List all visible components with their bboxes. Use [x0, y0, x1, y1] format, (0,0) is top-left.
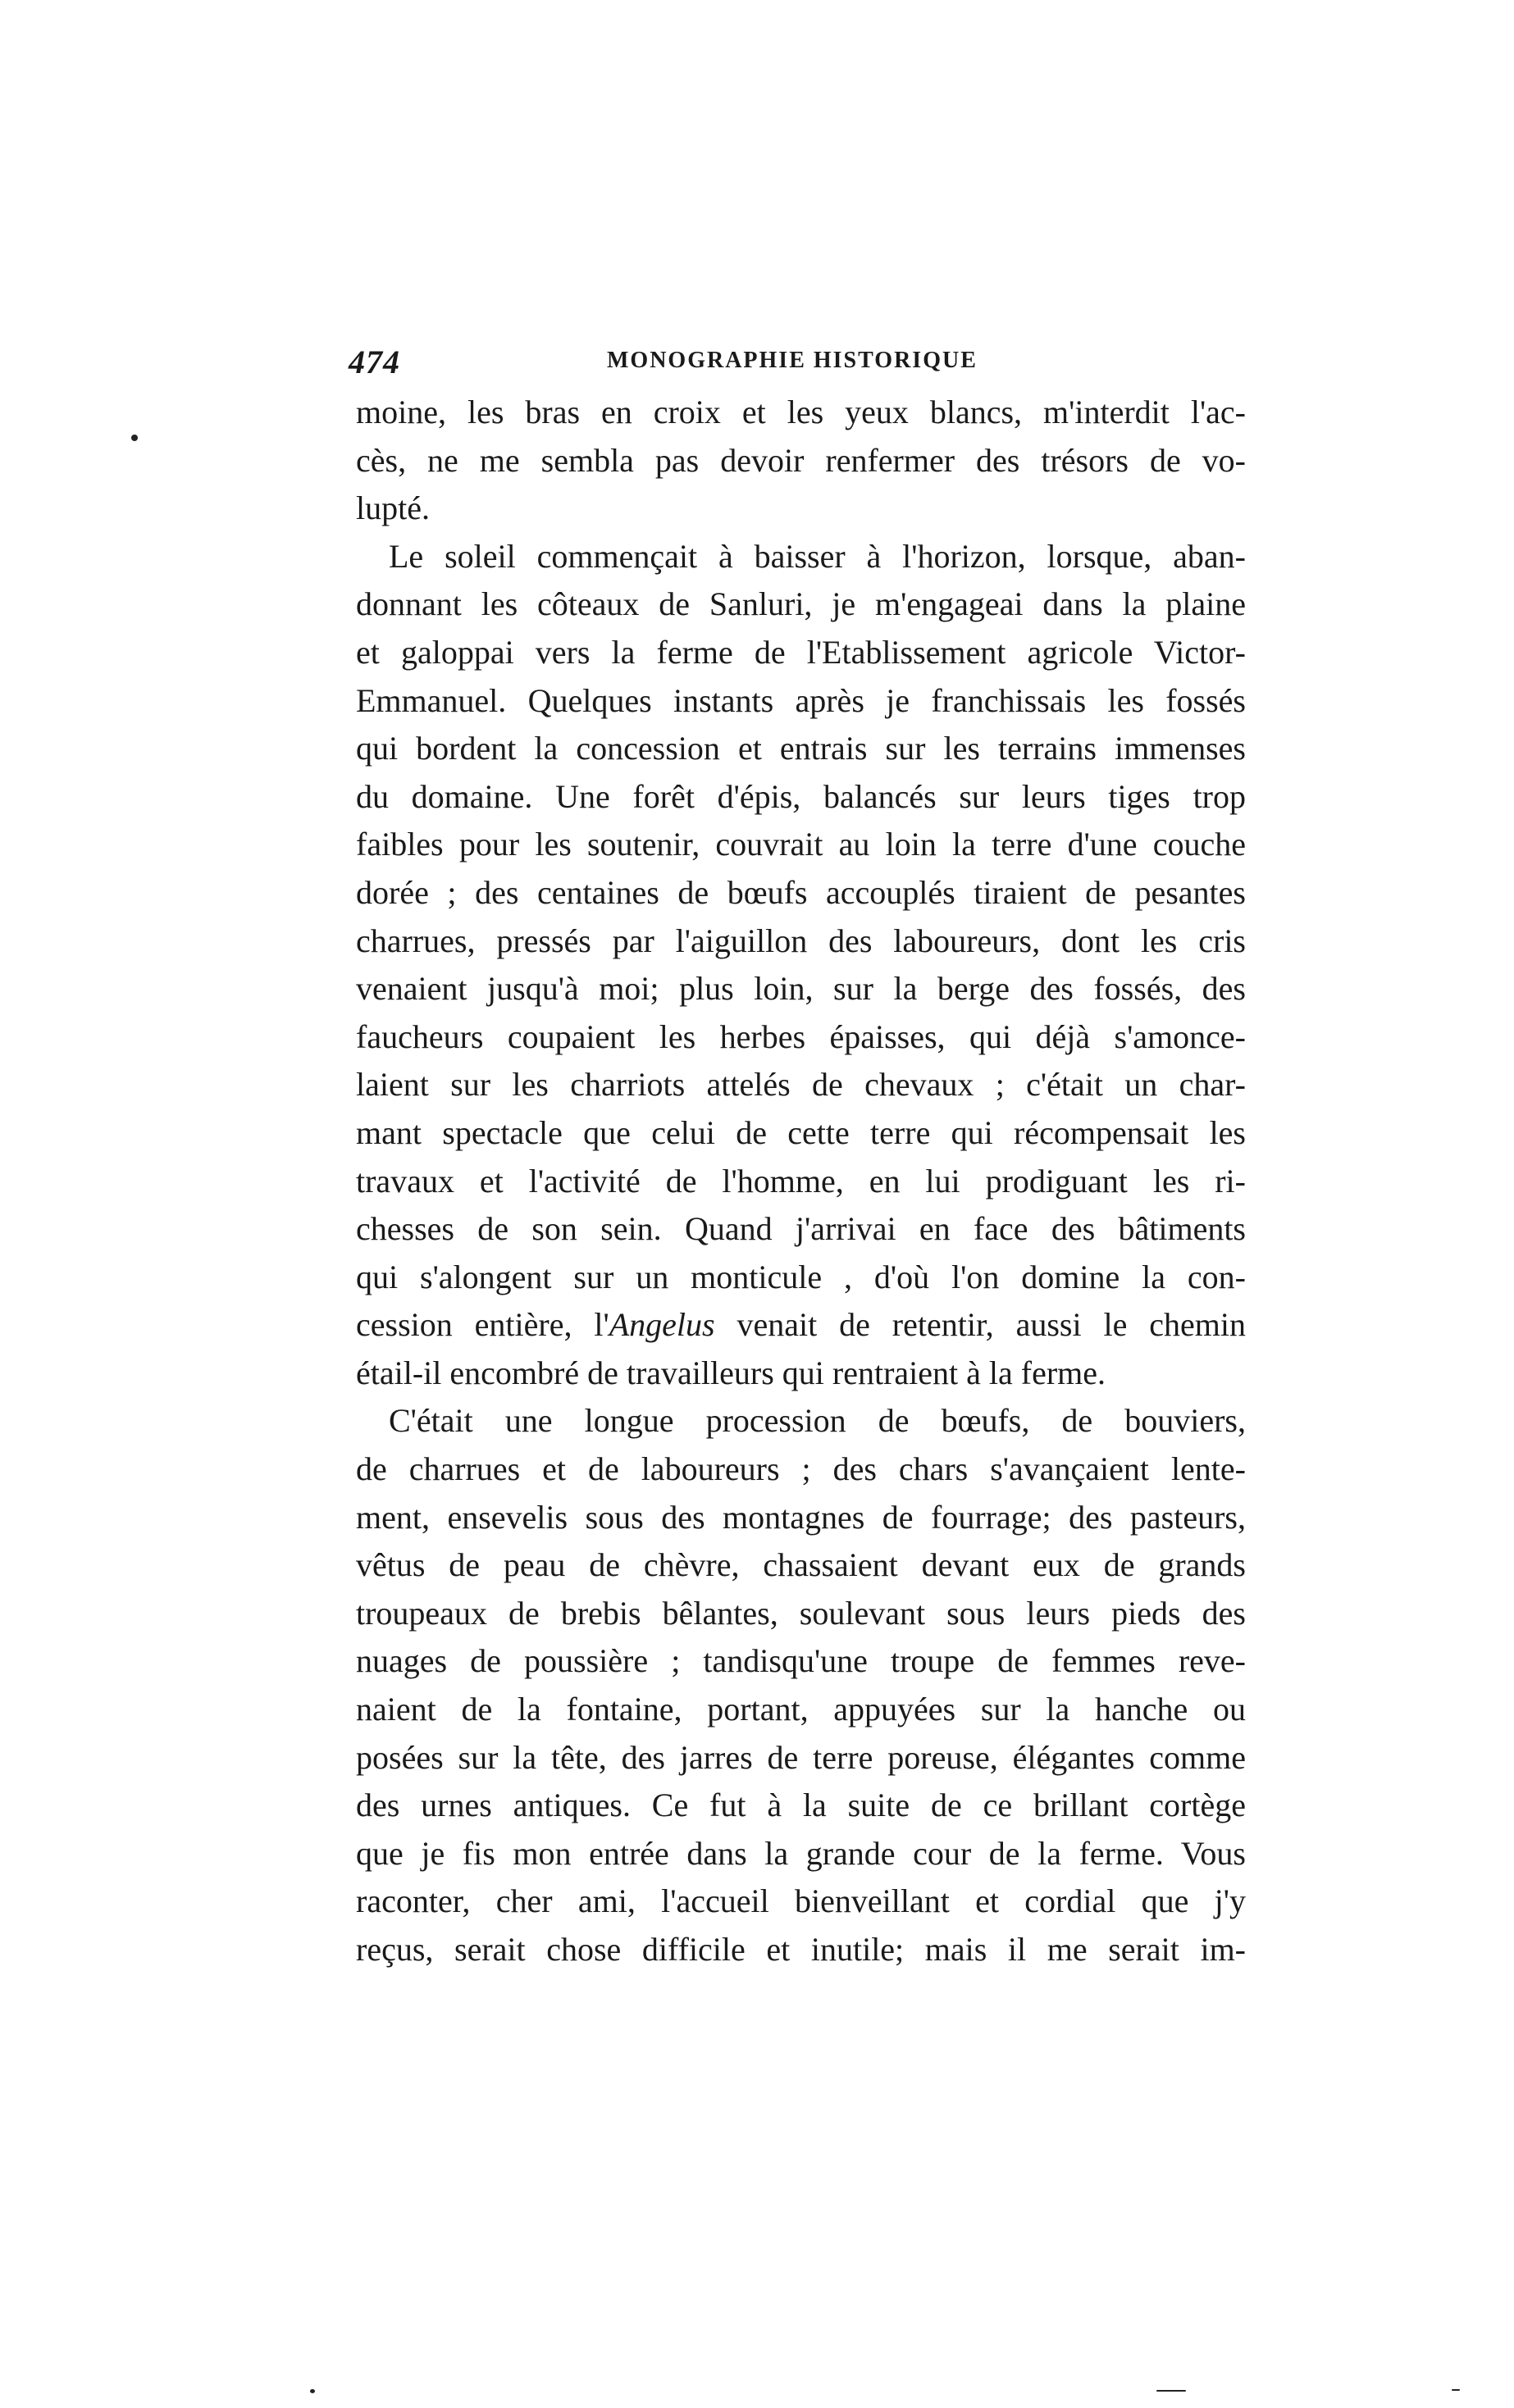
text-line: ment, ensevelis sous des montagnes de fourrage; des pasteurs, [356, 1498, 1246, 1536]
text-line: faibles pour les soutenir, couvrait au loin la terre d'une couche [356, 826, 1246, 863]
text-line: cès, ne me sembla pas devoir renfermer des trésors de vo- [356, 441, 1246, 479]
scan-speck [1452, 2389, 1460, 2391]
text-line: qui bordent la concession et entrais sur les terrains immenses [356, 730, 1246, 767]
text-line: charrues, pressés par l'aiguillon des laboureurs, dont les cris [356, 922, 1246, 959]
scan-speck [310, 2389, 315, 2393]
text-line: reçus, serait chose difficile et inutile; mais il me serait im- [356, 1931, 1246, 1968]
body-text [356, 389, 1246, 1974]
text-line: Emmanuel. Quelques instants après je franchissais les fossés [356, 681, 1246, 719]
text-line-with-italic [356, 1301, 1246, 1350]
text-line: travaux et l'activité de l'homme, en lui prodiguant les ri- [356, 1162, 1246, 1199]
scan-speck [1156, 2390, 1186, 2392]
text-line: laient sur les charriots attelés de chevaux ; c'était un char- [356, 1066, 1246, 1104]
text-line: dorée ; des centaines de bœufs accouplés tiraient de pesantes [356, 873, 1246, 911]
running-head [349, 343, 1251, 384]
text-line: lupté. [356, 489, 430, 527]
text-line: vêtus de peau de chèvre, chassaient devant eux de grands [356, 1546, 1246, 1584]
header-title: MONOGRAPHIE HISTORIQUE [607, 348, 978, 373]
text-line: moine, les bras en croix et les yeux blancs, m'interdit l'ac- [356, 394, 1246, 430]
text-line: qui s'alongent sur un monticule , d'où l'on domine la con- [356, 1258, 1246, 1295]
text-line: C'était une longue procession de bœufs, de bouviers, [389, 1402, 1246, 1440]
text-fragment: cession entière, l' [356, 1306, 609, 1344]
italic-word: Angelus [609, 1306, 715, 1344]
page-number: 474 [349, 344, 400, 380]
text-line: de charrues et de laboureurs ; des chars s'avançaient lente- [356, 1450, 1246, 1488]
text-line: naient de la fontaine, portant, appuyées sur la hanche ou [356, 1691, 1246, 1728]
scan-speck [131, 435, 138, 441]
text-line: posées sur la tête, des jarres de terre poreuse, élégantes comme [356, 1738, 1246, 1776]
text-line: Le soleil commençait à baisser à l'horizon, lorsque, aban- [389, 537, 1246, 575]
text-line: du domaine. Une forêt d'épis, balancés sur leurs tiges trop [356, 777, 1246, 815]
text-line: faucheurs coupaient les herbes épaisses, qui déjà s'amonce- [356, 1017, 1246, 1055]
text-line: venaient jusqu'à moi; plus loin, sur la berge des fossés, des [356, 970, 1246, 1008]
text-line: et galoppai vers la ferme de l'Etablissement agricole Victor- [356, 633, 1246, 671]
text-fragment: venait de retentir, aussi le chemin [714, 1306, 1246, 1344]
text-line: chesses de son sein. Quand j'arrivai en face des bâtiments [356, 1210, 1246, 1248]
text-line: raconter, cher ami, l'accueil bienveillant et cordial que j'y [356, 1882, 1246, 1920]
text-line: que je fis mon entrée dans la grande cour de la ferme. Vous [356, 1834, 1246, 1872]
text-line: des urnes antiques. Ce fut à la suite de ce brillant cortège [356, 1787, 1246, 1824]
text-line: donnant les côteaux de Sanluri, je m'engageai dans la plaine [356, 585, 1246, 623]
text-line: nuages de poussière ; tandisqu'une troupe de femmes reve- [356, 1642, 1246, 1680]
text-line: mant spectacle que celui de cette terre qui récompensait les [356, 1113, 1246, 1151]
text-line: troupeaux de brebis bêlantes, soulevant sous leurs pieds des [356, 1594, 1246, 1632]
text-line: étail-il encombré de travailleurs qui rentraient à la ferme. [356, 1354, 1106, 1391]
